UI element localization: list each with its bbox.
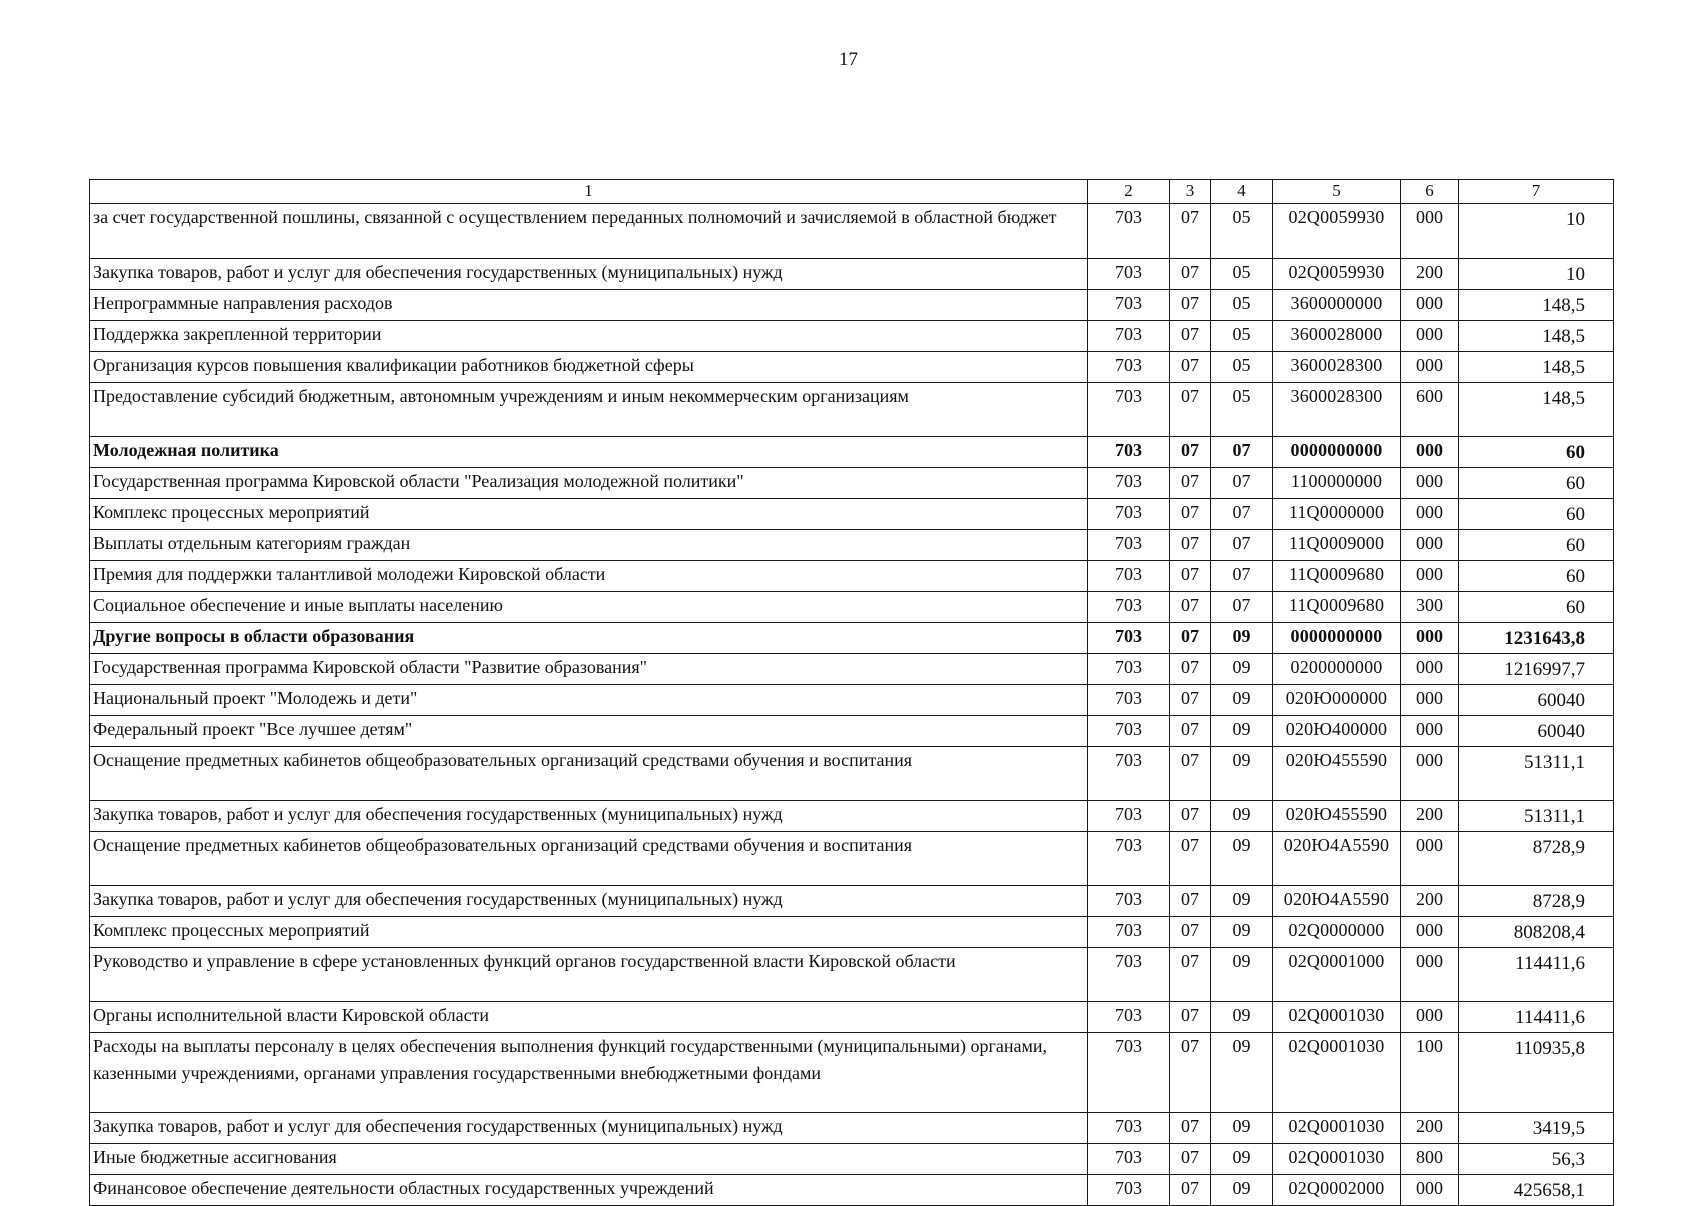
budget-table: [89, 179, 1614, 1206]
subsection-code-cell: 09: [1211, 832, 1273, 886]
target-article-cell: 02Q0059930: [1273, 204, 1401, 259]
row-name-cell: Финансовое обеспечение деятельности областных государственных учреждений: [90, 1175, 1088, 1206]
subsection-code-cell: 09: [1211, 747, 1273, 801]
section-code-cell: 07: [1170, 352, 1211, 383]
target-article-cell: 0000000000: [1273, 437, 1401, 468]
target-article-cell: 02Q0001030: [1273, 1002, 1401, 1033]
ministry-code-cell: 703: [1088, 592, 1170, 623]
row-name-cell: Премия для поддержки талантливой молодежи Кировской области: [90, 561, 1088, 592]
expense-type-cell: 000: [1401, 832, 1459, 886]
subsection-code-cell: 07: [1211, 592, 1273, 623]
section-code-cell: 07: [1170, 685, 1211, 716]
table-row: [90, 468, 1614, 499]
amount-cell: 10: [1459, 204, 1614, 259]
amount-cell: 60: [1459, 499, 1614, 530]
ministry-code-cell: 703: [1088, 259, 1170, 290]
ministry-code-cell: 703: [1088, 685, 1170, 716]
target-article-cell: 020Ю000000: [1273, 685, 1401, 716]
expense-type-cell: 000: [1401, 1002, 1459, 1033]
amount-cell: 56,3: [1459, 1144, 1614, 1175]
amount-cell: 60: [1459, 437, 1614, 468]
amount-cell: 148,5: [1459, 352, 1614, 383]
row-name-cell: Закупка товаров, работ и услуг для обеспечения государственных (муниципальных) нужд: [90, 801, 1088, 832]
table-row: [90, 259, 1614, 290]
ministry-code-cell: 703: [1088, 321, 1170, 352]
section-code-cell: 07: [1170, 917, 1211, 948]
section-code-cell: 07: [1170, 716, 1211, 747]
target-article-cell: 02Q0001030: [1273, 1033, 1401, 1113]
table-row: [90, 352, 1614, 383]
subsection-code-cell: 09: [1211, 1002, 1273, 1033]
amount-cell: 110935,8: [1459, 1033, 1614, 1113]
target-article-cell: 02Q0001030: [1273, 1113, 1401, 1144]
row-name-cell: Государственная программа Кировской области "Развитие образования": [90, 654, 1088, 685]
target-article-cell: 020Ю4А5590: [1273, 886, 1401, 917]
amount-cell: 10: [1459, 259, 1614, 290]
expense-type-cell: 000: [1401, 290, 1459, 321]
amount-cell: 60040: [1459, 685, 1614, 716]
expense-type-cell: 000: [1401, 654, 1459, 685]
page-number: 17: [839, 49, 858, 70]
expense-type-cell: 000: [1401, 623, 1459, 654]
ministry-code-cell: 703: [1088, 832, 1170, 886]
row-name-cell: Комплекс процессных мероприятий: [90, 917, 1088, 948]
ministry-code-cell: 703: [1088, 1144, 1170, 1175]
amount-cell: 51311,1: [1459, 747, 1614, 801]
expense-type-cell: 200: [1401, 801, 1459, 832]
subsection-code-cell: 07: [1211, 437, 1273, 468]
column-header: 7: [1459, 180, 1614, 204]
target-article-cell: 020Ю455590: [1273, 801, 1401, 832]
subsection-code-cell: 09: [1211, 716, 1273, 747]
section-code-cell: 07: [1170, 561, 1211, 592]
subsection-code-cell: 05: [1211, 290, 1273, 321]
table-row: [90, 561, 1614, 592]
expense-type-cell: 000: [1401, 437, 1459, 468]
expense-type-cell: 200: [1401, 1113, 1459, 1144]
amount-cell: 60040: [1459, 716, 1614, 747]
ministry-code-cell: 703: [1088, 948, 1170, 1002]
amount-cell: 60: [1459, 530, 1614, 561]
row-name-cell: Выплаты отдельным категориям граждан: [90, 530, 1088, 561]
section-code-cell: 07: [1170, 886, 1211, 917]
ministry-code-cell: 703: [1088, 204, 1170, 259]
row-name-cell: Комплекс процессных мероприятий: [90, 499, 1088, 530]
target-article-cell: 0200000000: [1273, 654, 1401, 685]
table-row: [90, 1175, 1614, 1206]
ministry-code-cell: 703: [1088, 886, 1170, 917]
subsection-code-cell: 09: [1211, 1033, 1273, 1113]
section-code-cell: 07: [1170, 832, 1211, 886]
row-name-cell: Социальное обеспечение и иные выплаты населению: [90, 592, 1088, 623]
expense-type-cell: 000: [1401, 1175, 1459, 1206]
ministry-code-cell: 703: [1088, 1002, 1170, 1033]
column-header: 1: [90, 180, 1088, 204]
subsection-code-cell: 05: [1211, 204, 1273, 259]
ministry-code-cell: 703: [1088, 1033, 1170, 1113]
column-header: 4: [1211, 180, 1273, 204]
subsection-code-cell: 09: [1211, 1175, 1273, 1206]
ministry-code-cell: 703: [1088, 352, 1170, 383]
expense-type-cell: 000: [1401, 204, 1459, 259]
row-name-cell: Руководство и управление в сфере установленных функций органов государственной власти Кировской области: [90, 948, 1088, 1002]
expense-type-cell: 000: [1401, 716, 1459, 747]
section-code-cell: 07: [1170, 1113, 1211, 1144]
target-article-cell: 020Ю4А5590: [1273, 832, 1401, 886]
amount-cell: 1216997,7: [1459, 654, 1614, 685]
section-code-cell: 07: [1170, 747, 1211, 801]
section-code-cell: 07: [1170, 1002, 1211, 1033]
expense-type-cell: 200: [1401, 886, 1459, 917]
subsection-code-cell: 07: [1211, 468, 1273, 499]
expense-type-cell: 000: [1401, 530, 1459, 561]
table-row: [90, 716, 1614, 747]
subsection-code-cell: 07: [1211, 530, 1273, 561]
amount-cell: 3419,5: [1459, 1113, 1614, 1144]
ministry-code-cell: 703: [1088, 1175, 1170, 1206]
ministry-code-cell: 703: [1088, 716, 1170, 747]
subsection-code-cell: 07: [1211, 561, 1273, 592]
column-header: 6: [1401, 180, 1459, 204]
row-name-cell: Органы исполнительной власти Кировской области: [90, 1002, 1088, 1033]
row-name-cell: Иные бюджетные ассигнования: [90, 1144, 1088, 1175]
subsection-code-cell: 09: [1211, 1144, 1273, 1175]
row-name-cell: Федеральный проект "Все лучшее детям": [90, 716, 1088, 747]
row-name-cell: Непрограммные направления расходов: [90, 290, 1088, 321]
amount-cell: 60: [1459, 561, 1614, 592]
expense-type-cell: 200: [1401, 259, 1459, 290]
row-name-cell: за счет государственной пошлины, связанной с осуществлением переданных полномочий и зачисляемой в областной бюджет: [90, 204, 1088, 259]
expense-type-cell: 000: [1401, 917, 1459, 948]
ministry-code-cell: 703: [1088, 383, 1170, 437]
target-article-cell: 11Q0009680: [1273, 561, 1401, 592]
subsection-code-cell: 09: [1211, 917, 1273, 948]
expense-type-cell: 000: [1401, 685, 1459, 716]
subsection-code-cell: 09: [1211, 623, 1273, 654]
amount-cell: 60: [1459, 468, 1614, 499]
subsection-code-cell: 07: [1211, 499, 1273, 530]
target-article-cell: 020Ю400000: [1273, 716, 1401, 747]
section-code-cell: 07: [1170, 1175, 1211, 1206]
subsection-code-cell: 09: [1211, 1113, 1273, 1144]
section-code-cell: 07: [1170, 468, 1211, 499]
expense-type-cell: 000: [1401, 499, 1459, 530]
table-header-row: [90, 180, 1614, 204]
expense-type-cell: 600: [1401, 383, 1459, 437]
target-article-cell: 11Q0009000: [1273, 530, 1401, 561]
row-name-cell: Организация курсов повышения квалификации работников бюджетной сферы: [90, 352, 1088, 383]
target-article-cell: 02Q0001030: [1273, 1144, 1401, 1175]
section-code-cell: 07: [1170, 321, 1211, 352]
row-name-cell: Предоставление субсидий бюджетным, автономным учреждениям и иным некоммерческим организациям: [90, 383, 1088, 437]
column-header: 2: [1088, 180, 1170, 204]
expense-type-cell: 000: [1401, 561, 1459, 592]
section-code-cell: 07: [1170, 437, 1211, 468]
ministry-code-cell: 703: [1088, 1113, 1170, 1144]
subsection-code-cell: 09: [1211, 654, 1273, 685]
amount-cell: 51311,1: [1459, 801, 1614, 832]
subsection-code-cell: 05: [1211, 383, 1273, 437]
target-article-cell: 11Q0000000: [1273, 499, 1401, 530]
row-name-cell: Молодежная политика: [90, 437, 1088, 468]
section-code-cell: 07: [1170, 383, 1211, 437]
table-row: [90, 290, 1614, 321]
row-name-cell: Национальный проект "Молодежь и дети": [90, 685, 1088, 716]
expense-type-cell: 000: [1401, 321, 1459, 352]
section-code-cell: 07: [1170, 290, 1211, 321]
ministry-code-cell: 703: [1088, 623, 1170, 654]
table-row: [90, 801, 1614, 832]
expense-type-cell: 000: [1401, 468, 1459, 499]
expense-type-cell: 000: [1401, 948, 1459, 1002]
row-name-cell: Другие вопросы в области образования: [90, 623, 1088, 654]
section-code-cell: 07: [1170, 623, 1211, 654]
expense-type-cell: 100: [1401, 1033, 1459, 1113]
subsection-code-cell: 09: [1211, 685, 1273, 716]
target-article-cell: 02Q0000000: [1273, 917, 1401, 948]
row-name-cell: Закупка товаров, работ и услуг для обеспечения государственных (муниципальных) нужд: [90, 259, 1088, 290]
amount-cell: 114411,6: [1459, 948, 1614, 1002]
ministry-code-cell: 703: [1088, 747, 1170, 801]
target-article-cell: 1100000000: [1273, 468, 1401, 499]
expense-type-cell: 300: [1401, 592, 1459, 623]
subsection-code-cell: 05: [1211, 259, 1273, 290]
target-article-cell: 02Q0059930: [1273, 259, 1401, 290]
section-code-cell: 07: [1170, 499, 1211, 530]
table-row: [90, 1002, 1614, 1033]
table-row: [90, 917, 1614, 948]
subsection-code-cell: 05: [1211, 352, 1273, 383]
ministry-code-cell: 703: [1088, 468, 1170, 499]
ministry-code-cell: 703: [1088, 917, 1170, 948]
row-name-cell: Закупка товаров, работ и услуг для обеспечения государственных (муниципальных) нужд: [90, 886, 1088, 917]
target-article-cell: 11Q0009680: [1273, 592, 1401, 623]
table-row: [90, 204, 1614, 259]
table-row: [90, 1033, 1614, 1113]
ministry-code-cell: 703: [1088, 530, 1170, 561]
target-article-cell: 0000000000: [1273, 623, 1401, 654]
target-article-cell: 020Ю455590: [1273, 747, 1401, 801]
row-name-cell: Оснащение предметных кабинетов общеобразовательных организаций средствами обучения и воспитания: [90, 832, 1088, 886]
ministry-code-cell: 703: [1088, 801, 1170, 832]
table-row: [90, 592, 1614, 623]
section-code-cell: 07: [1170, 530, 1211, 561]
column-header: 3: [1170, 180, 1211, 204]
amount-cell: 148,5: [1459, 290, 1614, 321]
amount-cell: 60: [1459, 592, 1614, 623]
table-row: [90, 886, 1614, 917]
table-row: [90, 832, 1614, 886]
table-row: [90, 1113, 1614, 1144]
target-article-cell: 02Q0001000: [1273, 948, 1401, 1002]
amount-cell: 8728,9: [1459, 832, 1614, 886]
table-row: [90, 654, 1614, 685]
amount-cell: 808208,4: [1459, 917, 1614, 948]
row-name-cell: Государственная программа Кировской области "Реализация молодежной политики": [90, 468, 1088, 499]
table-row: [90, 383, 1614, 437]
expense-type-cell: 800: [1401, 1144, 1459, 1175]
amount-cell: 1231643,8: [1459, 623, 1614, 654]
ministry-code-cell: 703: [1088, 654, 1170, 685]
row-name-cell: Расходы на выплаты персоналу в целях обеспечения выполнения функций государственными (муниципальными) органами, казенными учреждениями, органами управления государственными внебюджетными фондами: [90, 1033, 1088, 1113]
table-row: [90, 685, 1614, 716]
row-name-cell: Оснащение предметных кабинетов общеобразовательных организаций средствами обучения и воспитания: [90, 747, 1088, 801]
ministry-code-cell: 703: [1088, 499, 1170, 530]
amount-cell: 425658,1: [1459, 1175, 1614, 1206]
section-code-cell: 07: [1170, 259, 1211, 290]
table-row: [90, 623, 1614, 654]
ministry-code-cell: 703: [1088, 561, 1170, 592]
target-article-cell: 02Q0002000: [1273, 1175, 1401, 1206]
table-body: [90, 204, 1614, 1206]
table-row: [90, 1144, 1614, 1175]
table-row: [90, 948, 1614, 1002]
subsection-code-cell: 09: [1211, 948, 1273, 1002]
subsection-code-cell: 05: [1211, 321, 1273, 352]
section-code-cell: 07: [1170, 948, 1211, 1002]
expense-type-cell: 000: [1401, 352, 1459, 383]
subsection-code-cell: 09: [1211, 801, 1273, 832]
amount-cell: 8728,9: [1459, 886, 1614, 917]
section-code-cell: 07: [1170, 1033, 1211, 1113]
target-article-cell: 3600028300: [1273, 352, 1401, 383]
expense-type-cell: 000: [1401, 747, 1459, 801]
amount-cell: 148,5: [1459, 383, 1614, 437]
section-code-cell: 07: [1170, 654, 1211, 685]
row-name-cell: Поддержка закрепленной территории: [90, 321, 1088, 352]
table-row: [90, 321, 1614, 352]
section-code-cell: 07: [1170, 1144, 1211, 1175]
target-article-cell: 3600000000: [1273, 290, 1401, 321]
subsection-code-cell: 09: [1211, 886, 1273, 917]
ministry-code-cell: 703: [1088, 437, 1170, 468]
section-code-cell: 07: [1170, 801, 1211, 832]
ministry-code-cell: 703: [1088, 290, 1170, 321]
section-code-cell: 07: [1170, 592, 1211, 623]
section-code-cell: 07: [1170, 204, 1211, 259]
amount-cell: 114411,6: [1459, 1002, 1614, 1033]
target-article-cell: 3600028300: [1273, 383, 1401, 437]
amount-cell: 148,5: [1459, 321, 1614, 352]
table-row: [90, 530, 1614, 561]
target-article-cell: 3600028000: [1273, 321, 1401, 352]
column-header: 5: [1273, 180, 1401, 204]
table-row: [90, 499, 1614, 530]
table-row: [90, 747, 1614, 801]
table-row: [90, 437, 1614, 468]
row-name-cell: Закупка товаров, работ и услуг для обеспечения государственных (муниципальных) нужд: [90, 1113, 1088, 1144]
